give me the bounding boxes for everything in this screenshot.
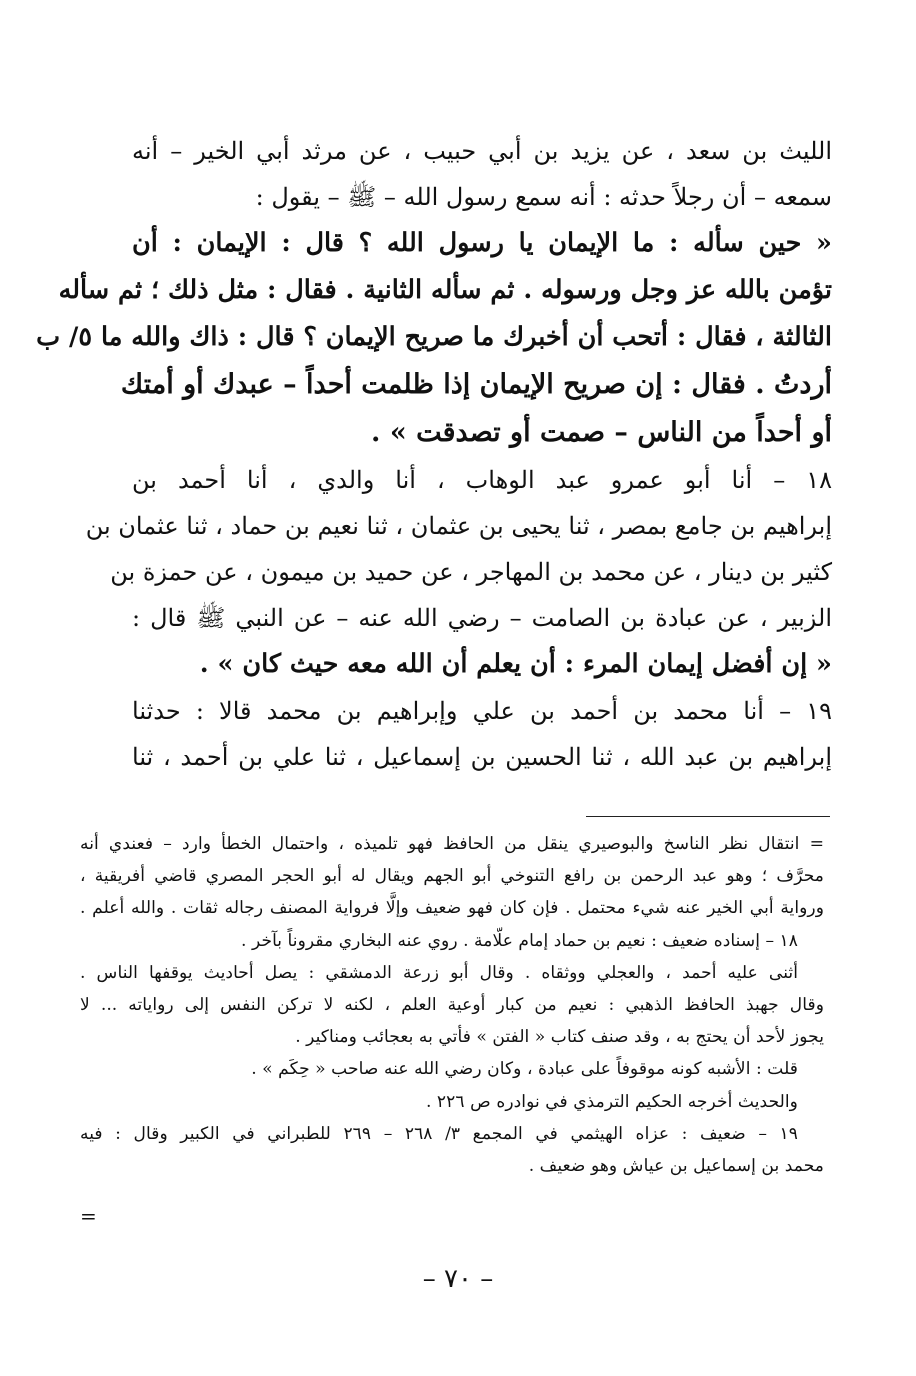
main-line-5: الثالثة ، فقال : أتحب أن أخبرك ما صريح الإيمان ؟ قال : ذاك والله ما ٥/ ب <box>36 322 832 352</box>
footnote-line-5: أثنى عليه أحمد ، والعجلي ووثقاه . وقال أبو زرعة الدمشقي : يصل أحاديث يوقفها الناس . <box>80 962 798 983</box>
footnote-line-3: ورواية أبي الخير عنه شيء محتمل . فإن كان فهو ضعيف وإلَّا فرواية المصنف رجاله ثقات . والله أعلم . <box>80 898 824 919</box>
main-line-6: أردتُ . فقال : إن صريح الإيمان إذا ظلمت أحداً – عبدك أو أمتك <box>120 369 832 400</box>
footnote-line-8: قلت : الأشبه كونه موقوفاً على عبادة ، وكان رضي الله عنه صاحب « حِكَم » . <box>251 1059 798 1080</box>
main-line-14: إبراهيم بن عبد الله ، ثنا الحسين بن إسماعيل ، ثنا علي بن أحمد ، ثنا <box>132 743 832 771</box>
footnote-line-10: ١٩ – ضعيف : عزاه الهيثمي في المجمع ٣/ ٢٦٨ – ٢٦٩ للطبراني في الكبير وقال : فيه <box>80 1123 798 1144</box>
main-line-4: تؤمن بالله عز وجل ورسوله . ثم سأله الثانية . فقال : مثل ذلك ؛ ثم سأله <box>58 275 832 305</box>
footnote-line-9: والحديث أخرجه الحكيم الترمذي في نوادره ص ٢٢٦ . <box>425 1091 798 1112</box>
footnote-line-11: محمد بن إسماعيل بن عياش وهو ضعيف . <box>528 1155 824 1176</box>
footnote-divider <box>586 816 830 817</box>
main-line-11: الزبير ، عن عبادة بن الصامت – رضي الله عنه – عن النبي ﷺ قال : <box>132 604 832 632</box>
main-line-12: « إن أفضل إيمان المرء : أن يعلم أن الله معه حيث كان » . <box>199 649 832 679</box>
main-line-3: « حين سأله : ما الإيمان يا رسول الله ؟ قال : الإيمان : أن <box>132 228 832 258</box>
main-text-body <box>36 128 832 780</box>
main-line-7: أو أحداً من الناس – صمت أو تصدقت » . <box>371 417 832 448</box>
main-line-1: الليث بن سعد ، عن يزيد بن أبي حبيب ، عن مرثد أبي الخير – أنه <box>132 137 832 165</box>
footnotes <box>80 828 824 1182</box>
main-line-2: سمعه – أن رجلاً حدثه : أنه سمع رسول الله – ﷺ – يقول : <box>255 183 832 211</box>
footnote-line-6: وقال جهبذ الحافظ الذهبي : نعيم من كبار أوعية العلم ، لكنه لا تركن النفس إلى رواياته ... لا <box>80 994 824 1015</box>
footnote-line-4: ١٨ – إسناده ضعيف : نعيم بن حماد إمام علّامة . روي عنه البخاري مقروناً بآخر . <box>241 930 798 951</box>
footnote-line-2: محرَّف ؛ وهو عبد الرحمن بن رافع التنوخي أبو الجهم ويقال له أبو الحجر المصري قاضي أفريقية ، <box>80 866 824 887</box>
main-line-8: ١٨ – أنا أبو عمرو عبد الوهاب ، أنا والدي ، أنا أحمد بن <box>132 466 832 494</box>
continuation-mark: = <box>80 1204 97 1228</box>
main-line-10: كثير بن دينار ، عن محمد بن المهاجر ، عن حميد بن ميمون ، عن حمزة بن <box>110 558 832 586</box>
footnote-line-1: = انتقال نظر الناسخ والبوصيري ينقل من الحافظ فهو تلميذه ، واحتمال الخطأ وارد – فعندي أنه <box>80 834 824 854</box>
main-line-13: ١٩ – أنا محمد بن أحمد بن علي وإبراهيم بن محمد قالا : حدثنا <box>132 697 832 725</box>
main-line-9: إبراهيم بن جامع بمصر ، ثنا يحيى بن عثمان ، ثنا نعيم بن حماد ، ثنا عثمان بن <box>85 512 832 540</box>
page-number: – ٧٠ – <box>422 1264 494 1294</box>
footnote-line-7: يجوز لأحد أن يحتج به ، وقد صنف كتاب « الفتن » فأتي به بعجائب ومناكير . <box>295 1027 824 1048</box>
